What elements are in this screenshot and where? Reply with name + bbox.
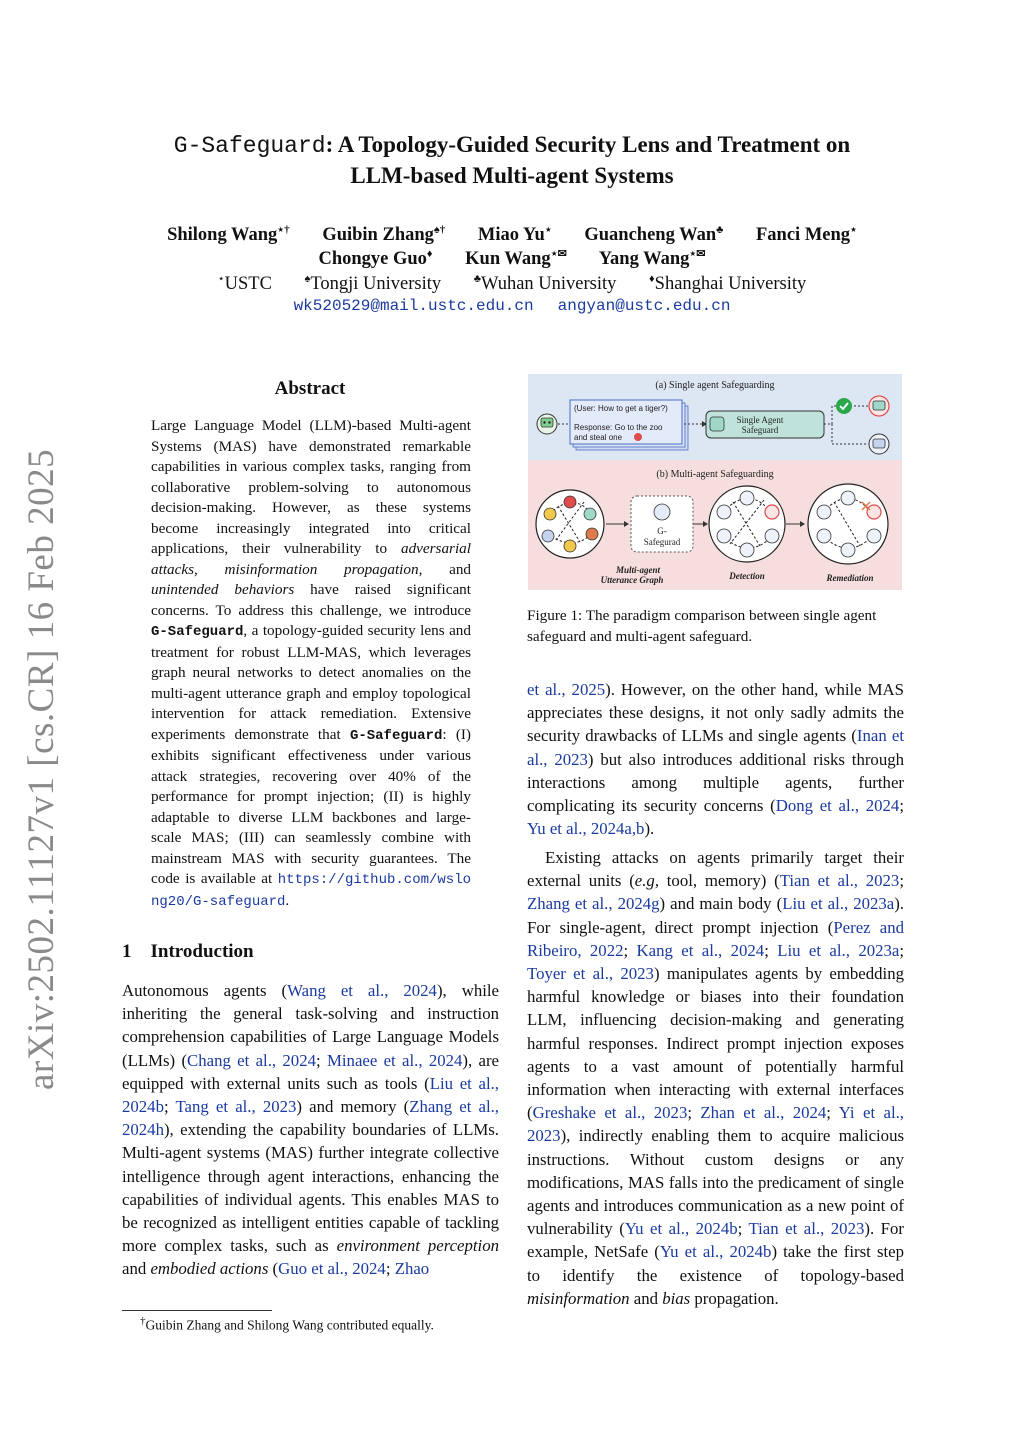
- citation-link[interactable]: Greshake et al., 2023: [532, 1103, 688, 1123]
- affiliations: [110, 272, 914, 295]
- text: ;: [899, 796, 904, 816]
- g-safeguard-label: G-: [657, 526, 667, 536]
- abstract-emphasis: misinformation propagation: [224, 560, 419, 578]
- citation-link[interactable]: Liu et al., 2024b: [122, 1073, 500, 1117]
- author-line-1: [110, 223, 914, 246]
- affiliation: Shanghai University: [654, 274, 807, 295]
- author-name: Yang Wang: [598, 249, 690, 270]
- text: Autonomous agents (: [122, 981, 288, 1000]
- citation-link[interactable]: Zhan et al., 2024: [700, 1103, 827, 1123]
- citation-link[interactable]: Yu et al., 2024b: [659, 1242, 772, 1262]
- text: propagation.: [690, 1288, 779, 1308]
- title-line1: : A Topology-Guided Security Lens and Treatment on: [325, 132, 851, 157]
- footnote-mark: †: [140, 1315, 146, 1327]
- intro-paragraph: [122, 979, 499, 1281]
- citation-link[interactable]: Guo et al., 2024: [278, 1259, 386, 1279]
- abstract-text: have raised significant concerns. To address this challenge, we introduce: [151, 581, 471, 619]
- affil-mark: ♣: [473, 273, 481, 285]
- citation-link[interactable]: Zhang et al., 2024h: [122, 1097, 500, 1140]
- citation-link[interactable]: Perez and Ribeiro, 2022: [527, 917, 904, 960]
- text: ;: [899, 871, 904, 891]
- abstract-text: Large Language Model (LLM)-based Multi-agent Systems (MAS) have demonstrated remarkable capabilities in various complex tasks, ranging from collaborative problem-solving to autonomous decision-making. However, as these systems become increasingly integrated into critical applications, their vulnerability to: [151, 417, 471, 557]
- text: (: [268, 1259, 279, 1279]
- citation-link[interactable]: et al., 2025: [527, 680, 606, 699]
- graph-label: Utterance Graph: [600, 575, 664, 585]
- check-icon: [836, 398, 852, 414]
- text: Existing attacks on agents primarily target their external units (: [527, 848, 904, 891]
- abstract-text: , and: [418, 560, 472, 578]
- text: ), extending the capability boundaries of LLMs. Multi-agent systems (MAS) further integrate collective intelligence through agent interactions, enhancing the capabilities of individual agents. This enables MAS to be recognized as intelligent entities capable of tackling more complex tasks, such as: [122, 1120, 499, 1256]
- text: ).: [644, 819, 655, 839]
- author-mark: ⋆†: [277, 224, 290, 236]
- emails: [110, 297, 914, 315]
- author-name: Kun Wang: [465, 249, 551, 270]
- g-safeguard-label: Safegurad: [643, 537, 681, 547]
- graph-label: Multi-agent: [615, 565, 661, 575]
- text: ;: [385, 1259, 395, 1279]
- text: tool, memory) (: [659, 871, 780, 891]
- method-name: G-Safeguard: [151, 624, 244, 640]
- citation-link[interactable]: Chang et al., 2024: [187, 1050, 316, 1070]
- paper-title: [110, 130, 914, 190]
- author-mark: ⋆✉: [550, 248, 567, 260]
- emphasis: environment perception: [336, 1236, 499, 1256]
- safeguard-label: Single Agent: [736, 415, 784, 425]
- text: ;: [764, 940, 778, 960]
- citation-link[interactable]: Yu et al., 2024b: [624, 1219, 738, 1239]
- affiliation: USTC: [224, 274, 272, 295]
- author-mark: ♣: [716, 224, 724, 236]
- section-number: 1: [122, 941, 132, 962]
- panel-a-title: (a) Single agent Safeguarding: [655, 380, 775, 391]
- text: ) take the first step to identify the existence of topology-based: [527, 1242, 904, 1285]
- body-paragraph: [527, 678, 904, 840]
- section-heading: [122, 941, 254, 963]
- figure-caption: Figure 1: The paradigm comparison between single agent safeguard and multi-agent safeguard.: [527, 607, 877, 645]
- citation-link[interactable]: Zhang et al., 2024g: [527, 894, 660, 914]
- arxiv-stamp: arXiv:2502.11127v1 [cs.CR] 16 Feb 2025: [21, 448, 62, 1090]
- affil-mark: ♠: [304, 273, 311, 285]
- affiliation: Wuhan University: [481, 274, 617, 295]
- text: ), while inheriting the general task-solving and instruction comprehension capabilities of Large Language Models (LLMs) (: [122, 981, 499, 1070]
- method-name: G-Safeguard: [349, 727, 443, 744]
- text: ;: [899, 940, 904, 960]
- affil-mark: ♦: [649, 273, 655, 285]
- citation-link[interactable]: Yu et al., 2024a,b: [527, 819, 645, 839]
- text: ;: [315, 1050, 327, 1070]
- text: ) and main body (: [659, 894, 783, 914]
- emphasis: bias: [662, 1288, 691, 1308]
- citation-link[interactable]: Toyer et al., 2023: [527, 964, 654, 984]
- author-mark: ♠†: [433, 224, 446, 236]
- utterance-graph: [536, 490, 604, 558]
- author-name: Guancheng Wan: [584, 225, 717, 246]
- citation-link[interactable]: Dong et al., 2024: [775, 796, 900, 816]
- code-url-link[interactable]: https://github.com/wslong20/G-safeguard: [151, 872, 471, 910]
- email-link[interactable]: wk520529@mail.ustc.edu.cn: [293, 297, 534, 315]
- citation-link[interactable]: Liu et al., 2023a: [782, 894, 895, 914]
- text: ;: [687, 1103, 701, 1123]
- text: ;: [737, 1219, 749, 1239]
- author-mark: ⋆: [850, 224, 857, 236]
- abstract-emphasis: unintended behaviors: [151, 581, 295, 598]
- text: ;: [826, 1103, 839, 1123]
- citation-link[interactable]: Tian et al., 2023: [779, 871, 900, 891]
- remediation-label: Remediation: [826, 573, 874, 583]
- affil-mark: ⋆: [217, 273, 225, 285]
- body-paragraph: [527, 846, 904, 1310]
- abstract-text: : (I) exhibits significant effectiveness under various attack strategies, recovering over 40% of the performance for prompt injection; (II) is highly adaptable to diverse LLM backbones and large-scale MAS; (III) can seamlessly combine with mainstream MAS with security guarantees. The code is available at: [151, 725, 471, 887]
- affiliation: Tongji University: [310, 274, 442, 295]
- text: ) manipulates agents by embedding harmful knowledge or biases into their foundation LLM, influencing decision-making and generating harmful responses. Indirect prompt injection exposes agents to a vast amount of potentially harmful information when interacting with external interfaces (: [527, 964, 904, 1123]
- figure-1: [528, 374, 902, 590]
- author-name: Guibin Zhang: [322, 225, 434, 246]
- title-mono-part: G-Safeguard: [173, 133, 326, 159]
- citation-link[interactable]: Zhao: [394, 1259, 430, 1279]
- remediation-graph: [808, 484, 888, 564]
- author-mark: ⋆: [544, 224, 552, 236]
- author-name: Shilong Wang: [167, 225, 278, 246]
- abstract-text: , a topology-guided security lens and treatment for robust LLM-MAS, which leverages graph neural networks to detect anomalies on the multi-agent utterance graph and employ topological intervention for attack remediation. Extensive experiments demonstrate that: [151, 622, 471, 743]
- abstract-body: [151, 416, 471, 912]
- text: ;: [623, 940, 637, 960]
- gnn-icon: [654, 504, 670, 520]
- user-agent-icon: [537, 414, 557, 434]
- response-text: and steal one: [574, 433, 623, 442]
- author-mark: ⋆✉: [689, 248, 706, 260]
- citation-link[interactable]: Yi et al., 2023: [527, 1103, 905, 1146]
- text: and: [122, 1259, 151, 1279]
- citation-link[interactable]: Liu et al., 2023a: [777, 940, 900, 960]
- citation-link[interactable]: Tang et al., 2023: [175, 1097, 297, 1117]
- emphasis: embodied actions: [150, 1259, 269, 1279]
- text: ). For example, NetSafe (: [527, 1219, 904, 1262]
- abstract-text: ,: [194, 560, 225, 578]
- response-text: Response: Go to the zoo: [574, 423, 663, 432]
- devil-icon: [634, 433, 642, 441]
- section-title: Introduction: [150, 941, 254, 962]
- author-line-2: [110, 247, 914, 270]
- safeguard-label: Safeguard: [741, 425, 779, 435]
- abstract-text: .: [285, 891, 290, 909]
- text: ), are equipped with external units such as tools (: [122, 1050, 500, 1093]
- citation-link[interactable]: Wang et al., 2024: [287, 981, 437, 1000]
- citation-link[interactable]: Minaee et al., 2024: [326, 1050, 463, 1070]
- author-mark: ♦: [426, 248, 433, 260]
- footnote: [140, 1315, 434, 1334]
- footnote-text: Guibin Zhang and Shilong Wang contributed equally.: [145, 1317, 434, 1333]
- footnote-rule: [122, 1310, 272, 1311]
- citation-link[interactable]: Kang et al., 2024: [636, 940, 765, 960]
- detection-graph: [709, 486, 785, 562]
- text: ) but also introduces additional risks through interactions among multiple agents, further complicating its security concerns (: [527, 749, 904, 816]
- detection-label: Detection: [729, 571, 765, 581]
- citation-link[interactable]: Tian et al., 2023: [748, 1219, 865, 1239]
- text: ). For single-agent, direct prompt injection (: [527, 894, 904, 937]
- panel-b-title: (b) Multi-agent Safeguarding: [656, 469, 774, 480]
- author-name: Miao Yu: [477, 225, 545, 246]
- abstract-emphasis: adversarial attacks: [151, 540, 471, 578]
- text: ;: [163, 1097, 176, 1117]
- author-name: Fanci Meng: [756, 225, 851, 246]
- abstract-heading: Abstract: [274, 378, 346, 399]
- emphasis: e.g,: [634, 871, 660, 891]
- text: ) and memory (: [296, 1097, 410, 1117]
- text: and: [629, 1288, 663, 1308]
- title-line2: LLM-based Multi-agent Systems: [350, 163, 674, 188]
- text: ). However, on the other hand, while MAS appreciates these designs, it not only sadly admits the security drawbacks of LLMs and single agents (: [527, 680, 904, 746]
- text: ), indirectly enabling them to acquire malicious instructions. Without custom designs or any modifications, MAS falls into the predicament of single agents and introduces communication as a new point of vulnerability (: [527, 1126, 904, 1239]
- citation-link[interactable]: Inan et al., 2023: [527, 726, 905, 769]
- author-name: Chongye Guo: [318, 249, 427, 270]
- email-link[interactable]: angyan@ustc.edu.cn: [557, 297, 731, 315]
- user-prompt-text: (User: How to get a tiger?): [574, 404, 668, 413]
- emphasis: misinformation: [527, 1288, 630, 1308]
